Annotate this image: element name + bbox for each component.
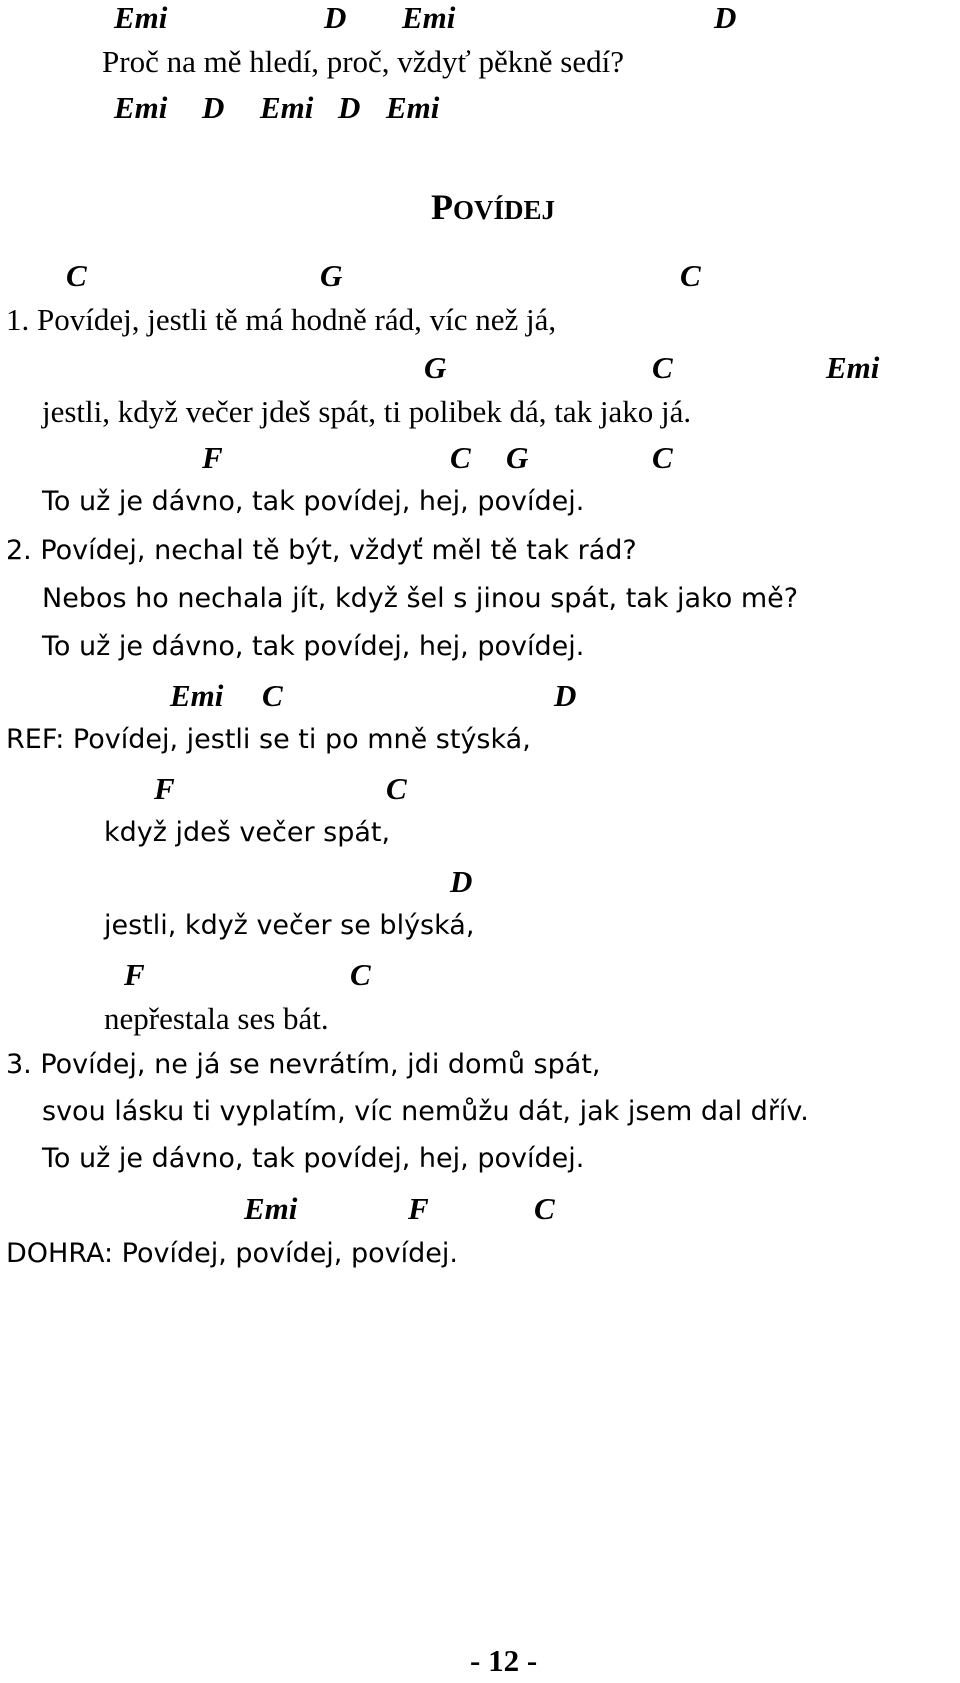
lyric-line: DOHRA: Povídej, povídej, povídej.: [6, 1238, 458, 1269]
chord: D: [338, 90, 361, 125]
chord: F: [124, 957, 145, 992]
lyric-line: To už je dávno, tak povídej, hej, povídej.: [42, 631, 585, 662]
chord: Emi: [170, 678, 224, 713]
chord: Emi: [114, 0, 168, 35]
chord: Emi: [402, 0, 456, 35]
chord: F: [154, 771, 175, 806]
chord: F: [408, 1191, 429, 1226]
chord: C: [652, 440, 673, 475]
lyric-line: jestli, když večer se blýská,: [104, 910, 475, 941]
lyric-line: když jdeš večer spát,: [104, 817, 391, 848]
lyric-line: Proč na mě hledí, proč, vždyť pěkně sedí?: [102, 44, 624, 79]
lyric-line: To už je dávno, tak povídej, hej, povídej.: [42, 1143, 585, 1174]
chord: D: [450, 864, 473, 899]
chord: G: [506, 440, 529, 475]
chord: D: [714, 0, 737, 35]
chord: D: [554, 678, 577, 713]
lyric-line: nepřestala ses bát.: [104, 1001, 329, 1036]
chord: Emi: [114, 90, 168, 125]
chord: Emi: [244, 1191, 298, 1226]
chord: C: [534, 1191, 555, 1226]
lyric-line: Nebos ho nechala jít, když šel s jinou spát, tak jako mě?: [42, 583, 799, 614]
lyric-line: svou lásku ti vyplatím, víc nemůžu dát, jak jsem dal dřív.: [42, 1096, 809, 1127]
page-number: - 12 -: [470, 1643, 538, 1678]
lyric-line: To už je dávno, tak povídej, hej, povídej.: [42, 486, 585, 517]
chord: G: [424, 350, 447, 385]
chord: D: [202, 90, 225, 125]
song-title: [431, 186, 555, 228]
chord: Emi: [260, 90, 314, 125]
chord: C: [680, 258, 701, 293]
lyric-line: REF: Povídej, jestli se ti po mně stýská,: [6, 724, 531, 755]
chord: C: [450, 440, 471, 475]
lyric-line: 3. Povídej, ne já se nevrátím, jdi domů spát,: [6, 1049, 601, 1080]
lyric-line: 2. Povídej, nechal tě být, vždyť měl tě tak rád?: [6, 535, 637, 566]
lyric-line: jestli, když večer jdeš spát, ti polibek dá, tak jako já.: [42, 394, 692, 429]
chord: C: [386, 771, 407, 806]
lyric-line: 1. Povídej, jestli tě má hodně rád, víc než já,: [6, 302, 557, 337]
chord: F: [202, 440, 223, 475]
chord: C: [66, 258, 87, 293]
chord: G: [320, 258, 343, 293]
chord: C: [350, 957, 371, 992]
song-title-rest: OVÍDEJ: [453, 195, 556, 225]
chord: D: [324, 0, 347, 35]
chord: C: [652, 350, 673, 385]
song-title-initial: P: [431, 187, 453, 227]
chord: C: [262, 678, 283, 713]
chord: Emi: [386, 90, 440, 125]
chord: Emi: [826, 350, 880, 385]
